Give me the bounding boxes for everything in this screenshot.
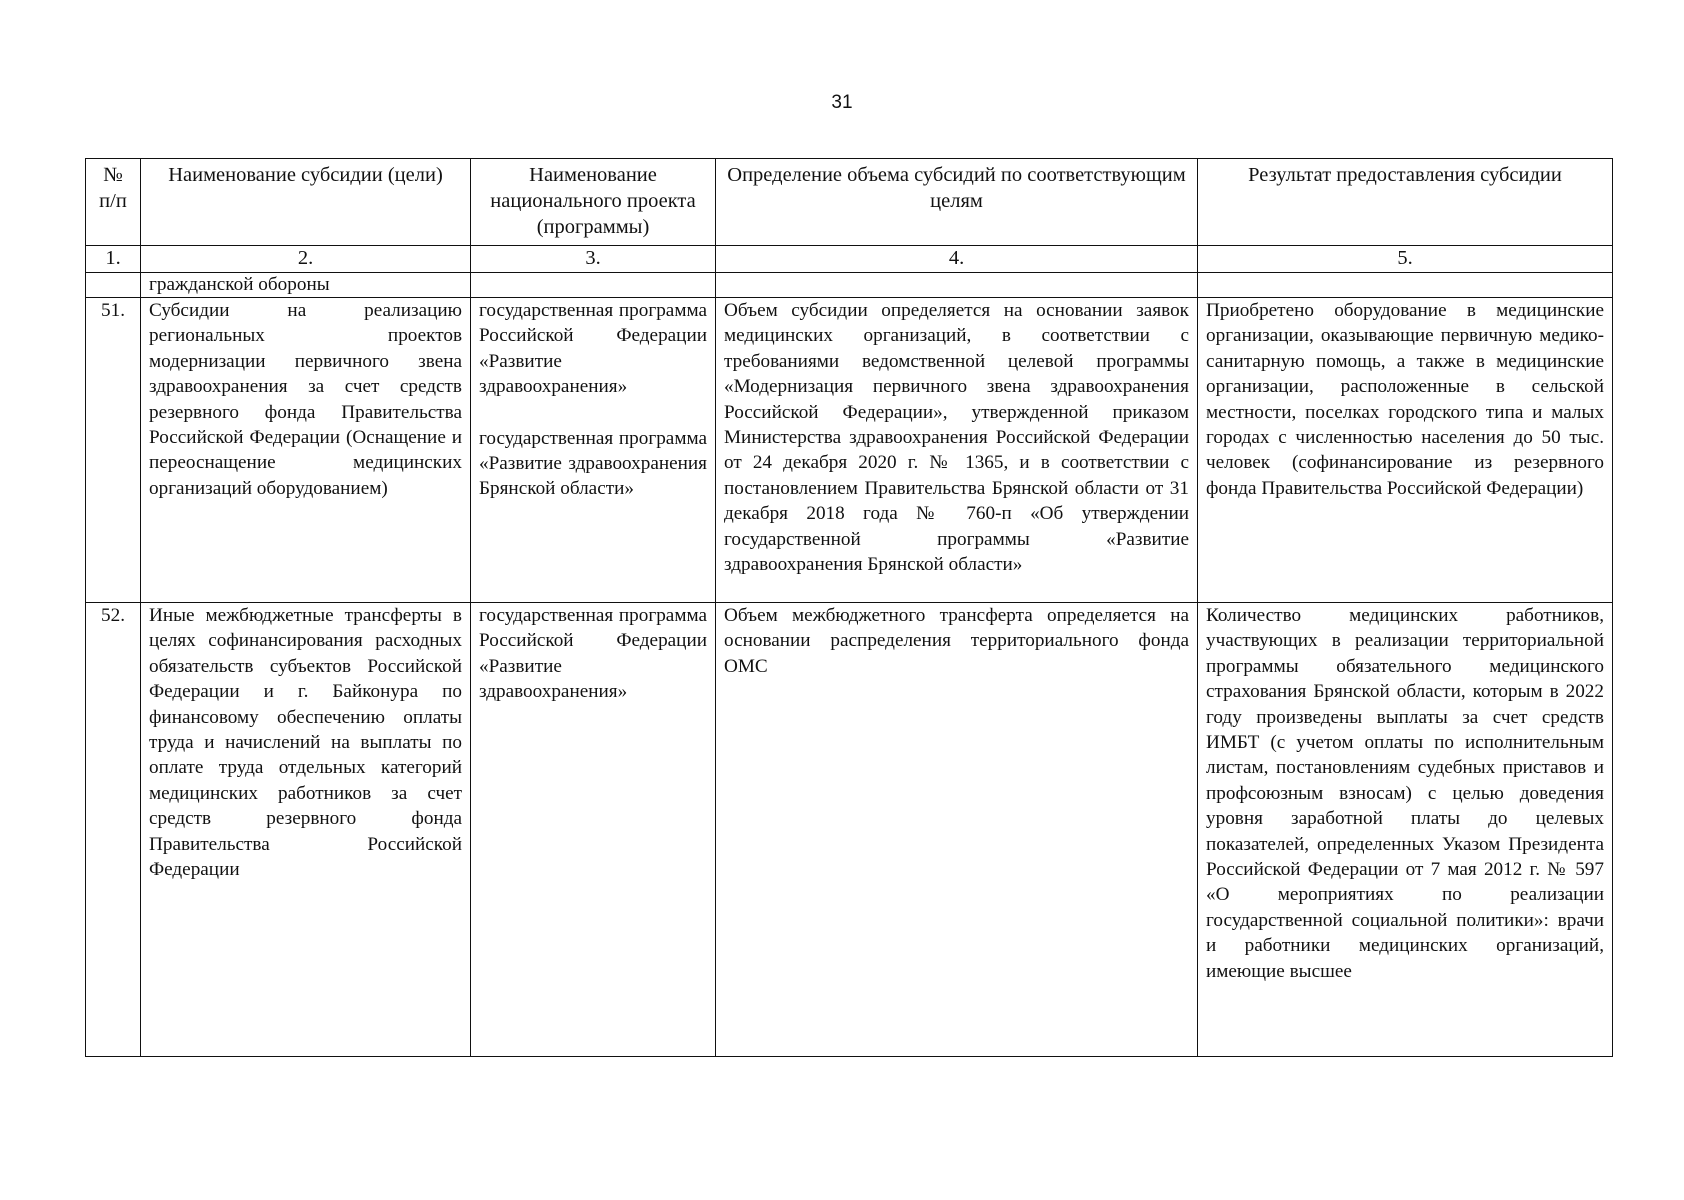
subsidy-result: Приобретено оборудование в медицинские организации, оказывающие первичную медико-санитарную помощь, а также в медицинские организации, расположенные в сельской местности, поселках городского типа и малых городах с численностью населения до 50 тыс. человек (софинансирование из резервного фонда Правительства Российской Федерации) [1198,298,1613,603]
column-number-row [86,246,1613,273]
continuation-number [86,273,141,298]
national-project-federal: государственная программа Российской Федерации «Развитие здравоохранения» [479,300,707,398]
header-subsidy-name: Наименование субсидии (цели) [141,159,471,246]
continuation-result [1198,273,1613,298]
column-number-2: 2. [141,246,471,273]
header-number: № п/п [86,159,141,246]
continuation-volume [716,273,1198,298]
column-number-5: 5. [1198,246,1613,273]
row-number: 51. [86,298,141,603]
column-number-3: 3. [471,246,716,273]
column-number-1: 1. [86,246,141,273]
paragraph-gap [479,400,707,426]
row-number: 52. [86,603,141,1057]
continuation-project [471,273,716,298]
volume-definition: Объем межбюджетного трансферта определяется на основании распределения территориального фонда ОМС [716,603,1198,1057]
national-project-federal: государственная программа Российской Федерации «Развитие здравоохранения» [471,603,716,1057]
subsidy-result: Количество медицинских работников, участвующих в реализации территориальной программы обязательного медицинского страхования Брянской области, которым в 2022 году произведены выплаты за счет средств ИМБТ (с учетом оплаты по исполнительным листам, постановлениям судебных приставов и профсоюзным взносам) с целью доведения уровня заработной платы до целевых показателей, определенных Указом Президента Российской Федерации от 7 мая 2012 г. № 597 «О мероприятиях по реализации государственной социальной политики»: врачи и работники медицинских организаций, имеющие высшее [1206,605,1604,982]
header-national-project: Наименование национального проекта (программы) [471,159,716,246]
national-project-regional: государственная программа «Развитие здравоохранения Брянской области» [479,427,707,500]
subsidy-table [85,158,1613,1057]
national-project-cell [471,298,716,603]
subsidy-name: Иные межбюджетные трансферты в целях софинансирования расходных обязательств субъектов Российской Федерации и г. Байконура по финансовому обеспечению оплаты труда и начислений на выплаты по оплате труда отдельных категорий медицинских работников за счет средств резервного фонда Правительства Российской Федерации [141,603,471,1057]
table-row [86,298,1613,603]
page-number: 31 [831,92,853,113]
subsidy-name: Субсидии на реализацию региональных проектов модернизации первичного звена здравоохранения за счет средств резервного фонда Правительства Российской Федерации (Оснащение и переоснащение медицинских организаций оборудованием) [141,298,471,603]
subsidy-result-cell [1198,603,1613,1057]
table-row [86,603,1613,1057]
column-number-4: 4. [716,246,1198,273]
volume-definition: Объем субсидии определяется на основании заявок медицинских организаций, в соответствии с требованиями ведомственной целевой программы «Модернизация первичного звена здравоохранения Российской Федерации», утвержденной приказом Министерства здравоохранения Российской Федерации от 24 декабря 2020 г. № 1365, и в соответствии с постановлением Правительства Брянской области от 31 декабря 2018 года № 760-п «Об утверждении государственной программы «Развитие здравоохранения Брянской области» [716,298,1198,603]
table-header-row [86,159,1613,246]
header-volume-definition: Определение объема субсидий по соответствующим целям [716,159,1198,246]
header-result: Результат предоставления субсидии [1198,159,1613,246]
continuation-name: гражданской обороны [141,273,471,298]
continuation-row [86,273,1613,298]
result-clip [1206,603,1604,1041]
